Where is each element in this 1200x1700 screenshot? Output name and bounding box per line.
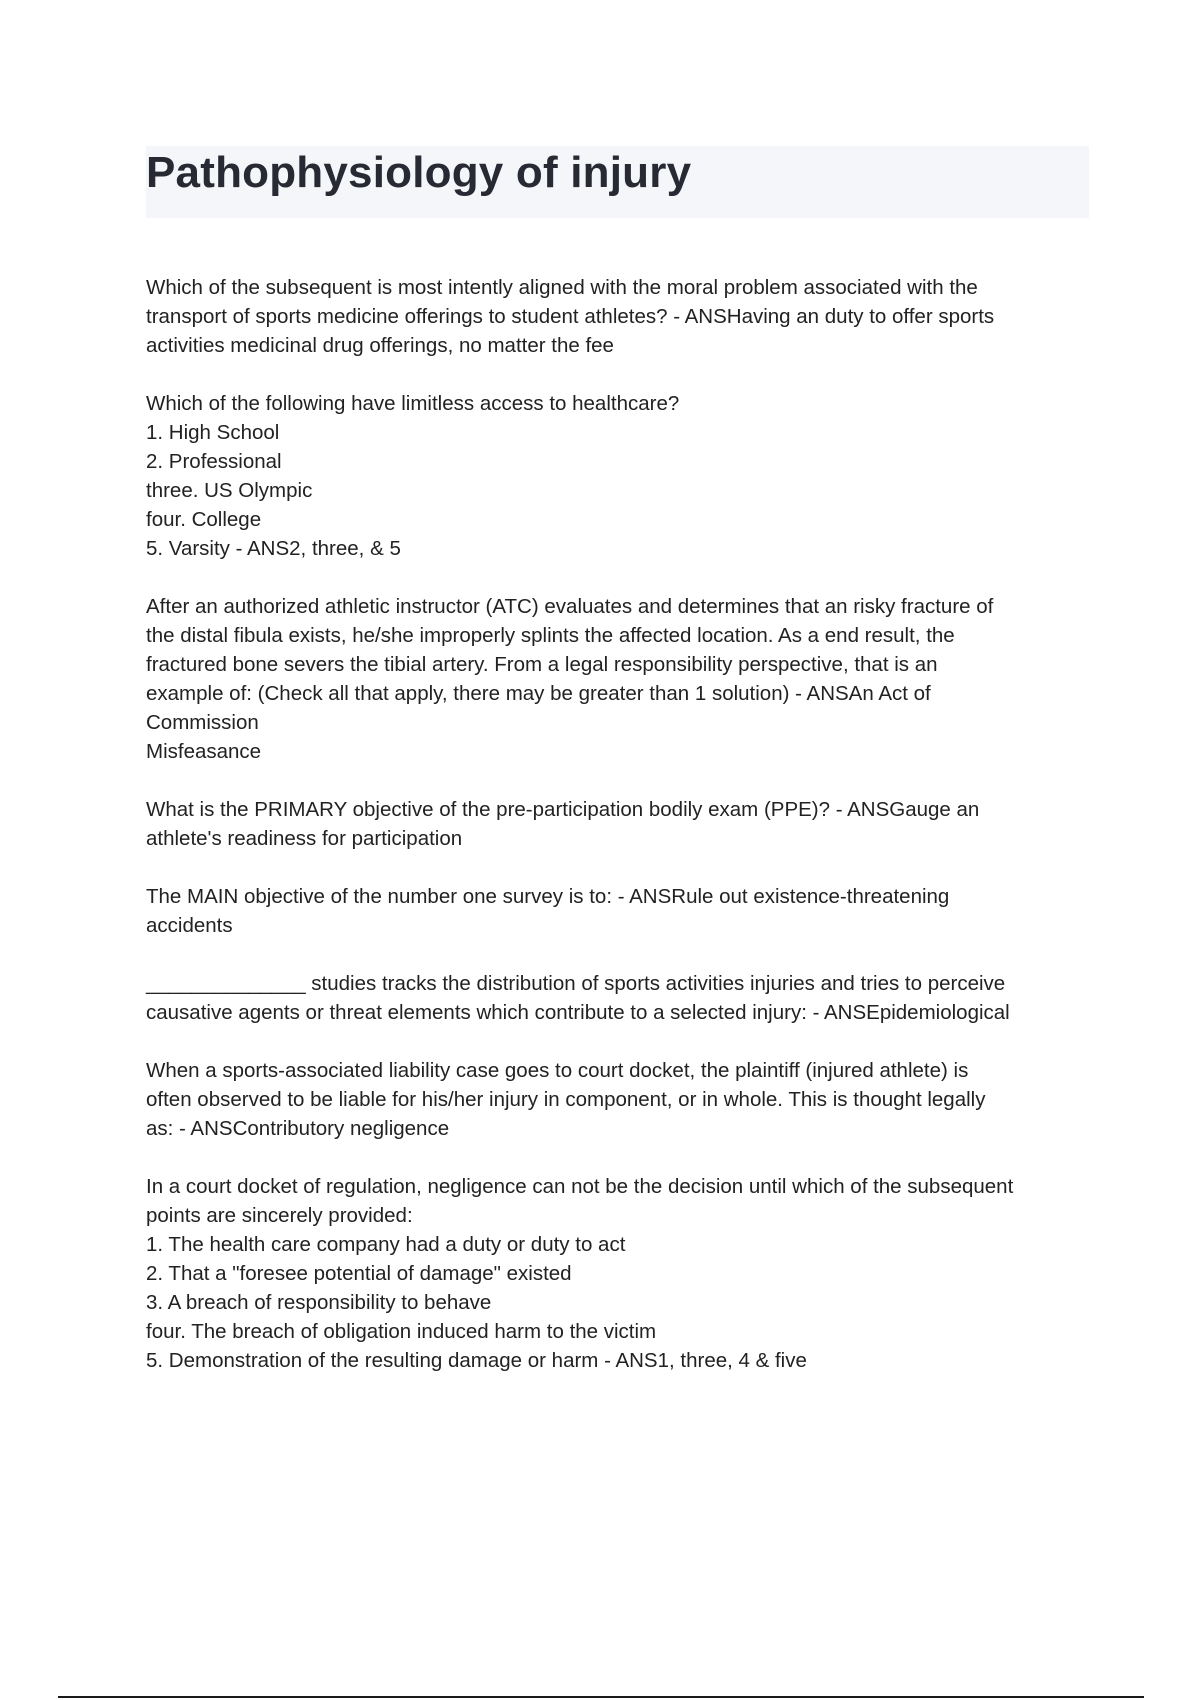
text-line: four. The breach of obligation induced harm to the victim [146,1320,657,1343]
text-line: as: - ANSContributory negligence [146,1117,450,1140]
text-line: four. College [146,508,262,531]
text-line: three. US Olympic [146,479,313,502]
text-line: 1. The health care company had a duty or duty to act [146,1233,626,1256]
text-line: the distal fibula exists, he/she improperly splints the affected location. As a end result, the [146,624,955,647]
qa-item [146,592,1096,766]
text-line: causative agents or threat elements which contribute to a selected injury: - ANSEpidemiological [146,1001,1010,1024]
text-line: fractured bone severs the tibial artery. From a legal responsibility perspective, that is an [146,653,938,676]
text-line: ______________ studies tracks the distribution of sports activities injuries and tries to perceive [146,972,1006,995]
footer-divider [58,1696,1144,1698]
qa-item [146,969,1096,1027]
text-line: 5. Varsity - ANS2, three, & 5 [146,537,401,560]
text-line: example of: (Check all that apply, there may be greater than 1 solution) - ANSAn Act of [146,682,931,705]
text-line: Commission [146,711,259,734]
qa-item [146,882,1096,940]
text-line: Misfeasance [146,740,262,763]
page-title: Pathophysiology of injury [146,148,692,197]
text-line: Which of the subsequent is most intently aligned with the moral problem associated with the [146,276,978,299]
text-line: What is the PRIMARY objective of the pre-participation bodily exam (PPE)? - ANSGauge an [146,798,980,821]
text-line: After an authorized athletic instructor (ATC) evaluates and determines that an risky fracture of [146,595,994,618]
text-line: transport of sports medicine offerings to student athletes? - ANSHaving an duty to offer sports [146,305,995,328]
qa-item [146,389,1096,563]
qa-item [146,273,1096,360]
text-line: 5. Demonstration of the resulting damage or harm - ANS1, three, 4 & five [146,1349,807,1372]
text-line: Which of the following have limitless access to healthcare? [146,392,680,415]
text-line: 2. Professional [146,450,282,473]
text-line: athlete's readiness for participation [146,827,463,850]
text-line: activities medicinal drug offerings, no matter the fee [146,334,614,357]
text-line: often observed to be liable for his/her injury in component, or in whole. This is thought legally [146,1088,986,1111]
text-line: points are sincerely provided: [146,1204,413,1227]
text-line: The MAIN objective of the number one survey is to: - ANSRule out existence-threatening [146,885,950,908]
text-line: 1. High School [146,421,280,444]
qa-item [146,795,1096,853]
question-list [146,273,1096,1404]
text-line: When a sports-associated liability case goes to court docket, the plaintiff (injured athlete) is [146,1059,969,1082]
qa-item [146,1056,1096,1143]
text-line: accidents [146,914,233,937]
text-line: 3. A breach of responsibility to behave [146,1291,492,1314]
text-line: In a court docket of regulation, negligence can not be the decision until which of the subsequent [146,1175,1014,1198]
text-line: 2. That a "foresee potential of damage" existed [146,1262,572,1285]
qa-item [146,1172,1096,1375]
